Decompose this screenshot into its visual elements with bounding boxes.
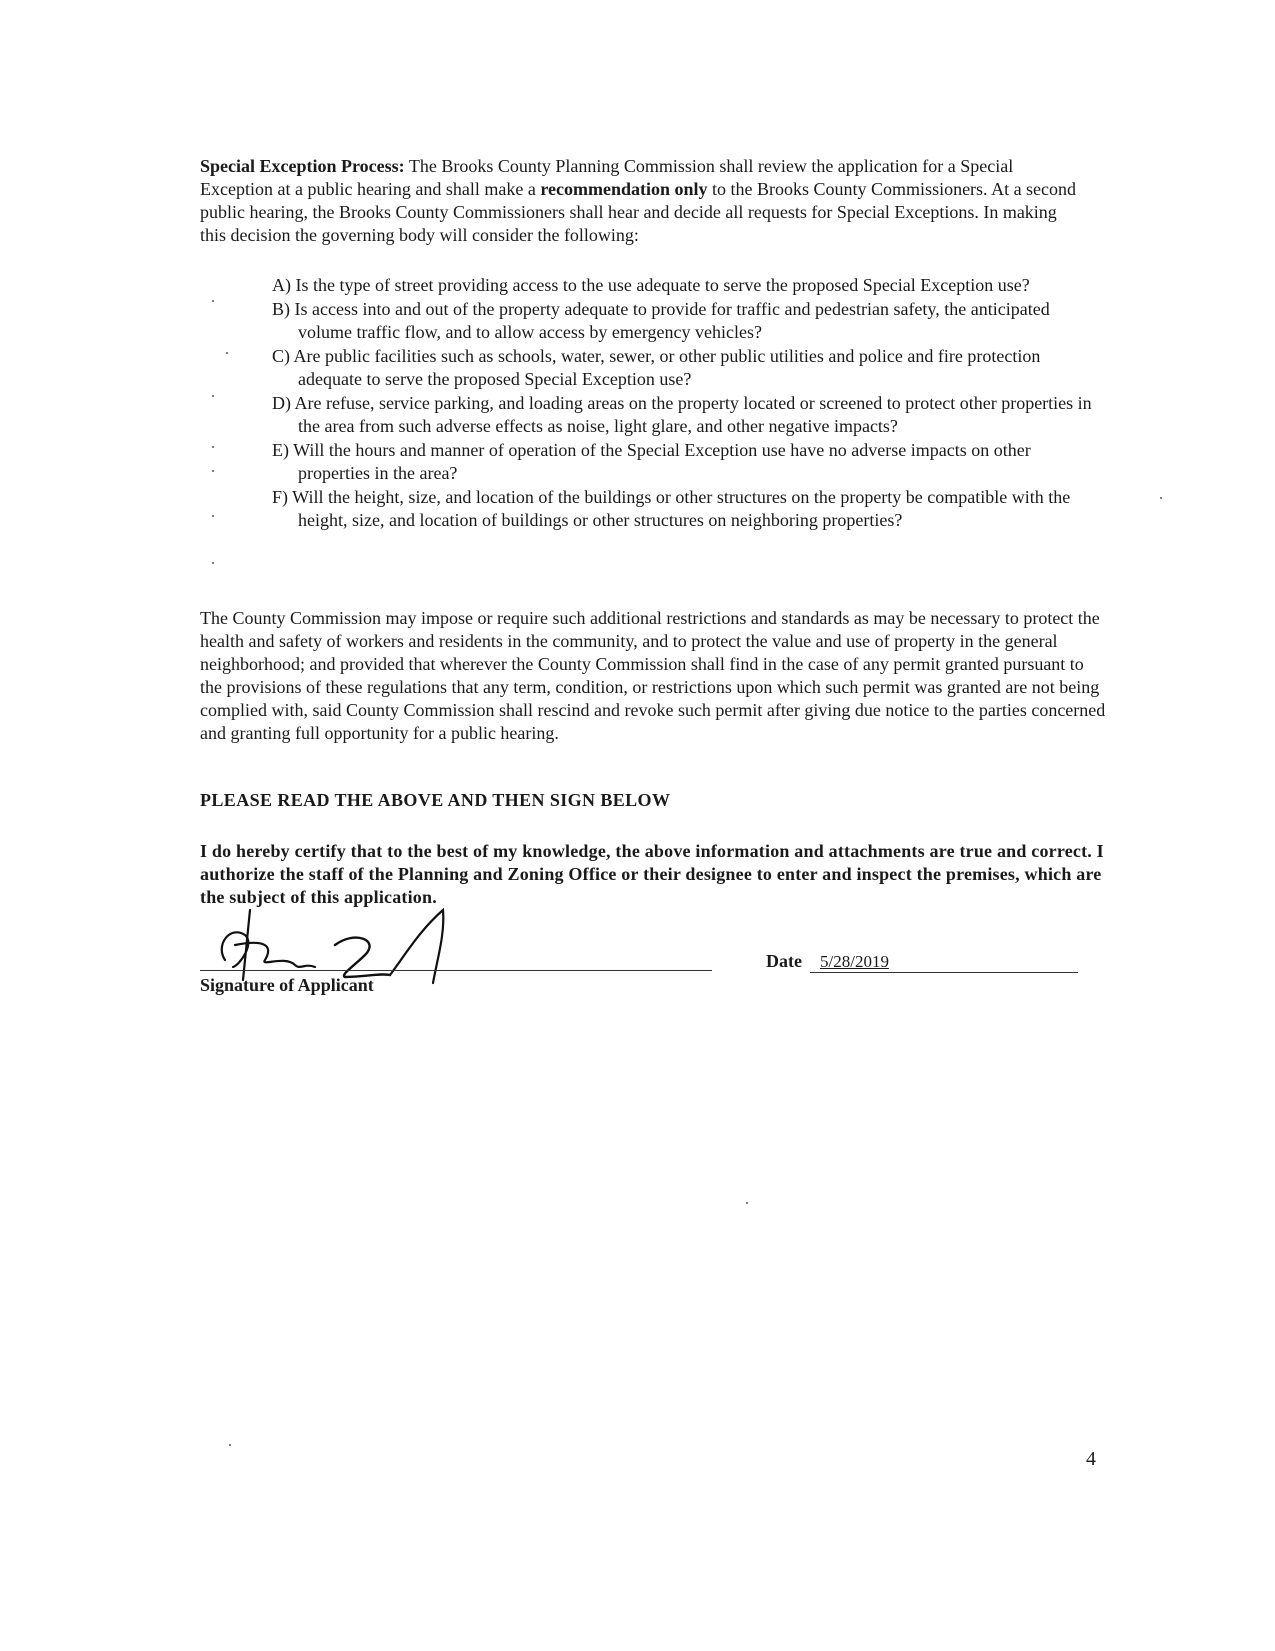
date-line <box>810 972 1078 973</box>
question-e: E) Will the hours and manner of operation of the Special Exception use have no adverse impacts on other properties in the area? <box>272 439 1031 483</box>
scan-speck <box>212 446 214 448</box>
scan-speck <box>229 1444 231 1446</box>
certification-statement: I do hereby certify that to the best of my knowledge, the above information and attachments are true and correct. I authorize the staff of the Planning and Zoning Office or their designee to enter and inspect the premises, which are the subject of this application. <box>200 841 1104 907</box>
scan-speck <box>212 470 214 472</box>
question-c: C) Are public facilities such as schools, water, sewer, or other public utilities and police and fire protection adequate to serve the proposed Special Exception use? <box>272 345 1041 389</box>
question-f: F) Will the height, size, and location of the buildings or other structures on the property be compatible with the height, size, and location of buildings or other structures on neighboring properties? <box>272 486 1071 530</box>
intro-text-1: The Brooks County Planning Commission shall review the application for a Special Exception at a public hearing and shall make a <box>200 156 1014 199</box>
question-d: D) Are refuse, service parking, and loading areas on the property located or screened to protect other properties in the area from such adverse effects as noise, light glare, and other negative impacts? <box>272 392 1092 436</box>
signature-line <box>200 970 712 971</box>
commission-restrictions-paragraph: The County Commission may impose or require such additional restrictions and standards as may be necessary to protect the health and safety of workers and residents in the community, and to protect the value and use of property in the general neighborhood; and provided that wherever the County Commission shall find in the case of any permit granted pursuant to the provisions of these regulations that any term, condition, or restrictions upon which such permit was granted are not being complied with, said County Commission shall rescind and revoke such permit after giving due notice to the parties concerned and granting full opportunity for a public hearing. <box>200 608 1106 743</box>
scan-speck <box>226 352 228 354</box>
intro-text-2: to the Brooks County Commissioners. At a second public hearing, the Brooks County Commissioners shall hear and decide all requests for Special Exceptions. In making this decision the governing body will consider the following: <box>200 179 1077 245</box>
date-value: 5/28/2019 <box>820 952 889 971</box>
signature-label: Signature of Applicant <box>200 975 374 995</box>
scan-speck <box>746 1202 748 1204</box>
sign-instruction-heading: PLEASE READ THE ABOVE AND THEN SIGN BELOW <box>200 790 671 810</box>
date-label: Date <box>766 951 802 971</box>
consideration-questions <box>272 274 1102 533</box>
scan-speck <box>1160 497 1162 499</box>
scan-speck <box>212 395 214 397</box>
scan-speck <box>212 300 214 302</box>
page-number: 4 <box>1086 1448 1096 1470</box>
special-exception-intro <box>200 155 1080 247</box>
intro-lead: Special Exception Process: <box>200 156 405 176</box>
question-a: A) Is the type of street providing access to the use adequate to serve the proposed Special Exception use? <box>272 275 1030 295</box>
scan-speck <box>212 515 214 517</box>
handwritten-signature <box>205 905 475 985</box>
question-b: B) Is access into and out of the property adequate to provide for traffic and pedestrian safety, the anticipated volume traffic flow, and to allow access by emergency vehicles? <box>272 298 1050 342</box>
intro-emphasis: recommendation only <box>540 179 708 199</box>
scan-speck <box>212 562 214 564</box>
